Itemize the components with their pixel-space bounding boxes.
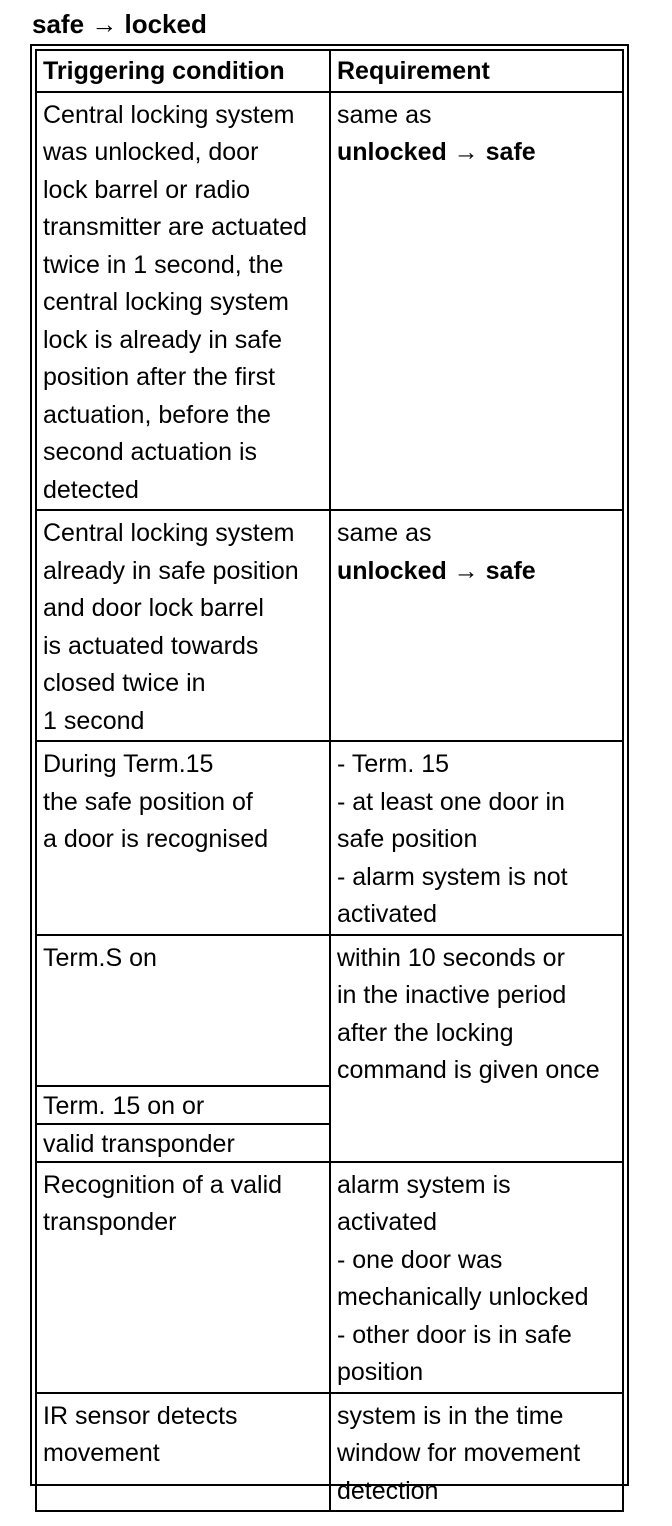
- requirement-transition: unlocked → safe: [337, 138, 536, 166]
- condition-line: Recognition of a valid: [43, 1170, 283, 1199]
- requirement-line: same as: [337, 519, 432, 547]
- requirement-line: detection: [337, 1476, 439, 1505]
- condition-line: lock is already in safe: [43, 325, 283, 354]
- condition-line: was unlocked, door: [43, 138, 259, 166]
- requirement-line: system is in the time: [337, 1401, 564, 1430]
- condition-line: movement: [43, 1439, 160, 1467]
- requirement-cell: [330, 1393, 623, 1512]
- requirement-cell: [330, 1162, 623, 1393]
- table-row: [36, 92, 623, 511]
- condition-cell: [36, 1162, 330, 1393]
- requirement-line: - one door was: [337, 1245, 503, 1274]
- requirement-line: position: [337, 1358, 424, 1386]
- condition-line: During Term.15: [43, 750, 214, 778]
- condition-line: Term. 15 on or: [43, 1091, 205, 1120]
- table-row: [36, 510, 623, 741]
- condition-cell: [36, 92, 330, 511]
- table-row: [36, 1162, 623, 1393]
- condition-line: closed twice in: [43, 669, 206, 697]
- requirement-line: mechanically unlocked: [337, 1283, 589, 1311]
- condition-cell: [36, 510, 330, 741]
- condition-line: already in safe position: [43, 556, 299, 585]
- requirement-line: - at least one door in: [337, 787, 565, 816]
- condition-line: second actuation is: [43, 438, 258, 466]
- requirement-line: alarm system is: [337, 1170, 511, 1199]
- condition-line: twice in 1 second, the: [43, 250, 284, 279]
- condition-cell: [36, 1124, 330, 1162]
- condition-line: and door lock barrel: [43, 594, 264, 622]
- requirement-line: - alarm system is not: [337, 862, 568, 891]
- condition-line: detected: [43, 475, 139, 504]
- condition-line: Central locking system: [43, 100, 295, 129]
- requirement-line: activated: [337, 900, 438, 928]
- requirement-line: window for movement: [337, 1439, 581, 1467]
- condition-line: is actuated towards: [43, 631, 259, 660]
- requirement-line: - Term. 15: [337, 750, 450, 778]
- condition-line: Central locking system: [43, 519, 295, 547]
- requirement-line: after the locking: [337, 1018, 514, 1047]
- requirement-line: safe position: [337, 825, 478, 853]
- condition-cell: [36, 741, 330, 935]
- condition-line: central locking system: [43, 288, 289, 316]
- condition-line: Term.S on: [43, 943, 157, 972]
- table-row: [36, 1393, 623, 1512]
- condition-cell: [36, 1086, 330, 1124]
- condition-line: 1 second: [43, 706, 145, 735]
- condition-line: position after the first: [43, 363, 276, 391]
- requirement-cell: [330, 741, 623, 935]
- header-requirement: Requirement: [330, 50, 623, 92]
- condition-cell: [36, 935, 330, 1086]
- condition-line: transponder: [43, 1208, 177, 1236]
- requirement-line: activated: [337, 1208, 438, 1236]
- requirement-cell: [330, 510, 623, 741]
- requirement-line: same as: [337, 100, 432, 129]
- requirement-transition: unlocked → safe: [337, 556, 536, 585]
- requirement-line: in the inactive period: [337, 981, 567, 1009]
- requirements-table-frame: [30, 44, 629, 1505]
- condition-line: transmitter are actuated: [43, 213, 308, 241]
- header-triggering-condition: Triggering condition: [36, 50, 330, 92]
- condition-line: lock barrel or radio: [43, 175, 251, 204]
- condition-line: the safe position of: [43, 787, 253, 816]
- condition-line: actuation, before the: [43, 400, 271, 429]
- condition-line: a door is recognised: [43, 825, 269, 853]
- requirement-line: command is given once: [337, 1056, 600, 1084]
- table-row: [36, 935, 623, 1086]
- requirements-table: [35, 49, 624, 1512]
- table-row: [36, 741, 623, 935]
- table-header-row: [36, 50, 623, 92]
- requirement-line: - other door is in safe: [337, 1320, 572, 1349]
- requirement-cell: [330, 935, 623, 1162]
- condition-line: IR sensor detects: [43, 1401, 238, 1430]
- page-title: safe → locked: [32, 9, 207, 39]
- condition-cell: [36, 1393, 330, 1512]
- condition-line: valid transponder: [43, 1129, 235, 1158]
- requirement-cell: [330, 92, 623, 511]
- requirement-line: within 10 seconds or: [337, 943, 565, 972]
